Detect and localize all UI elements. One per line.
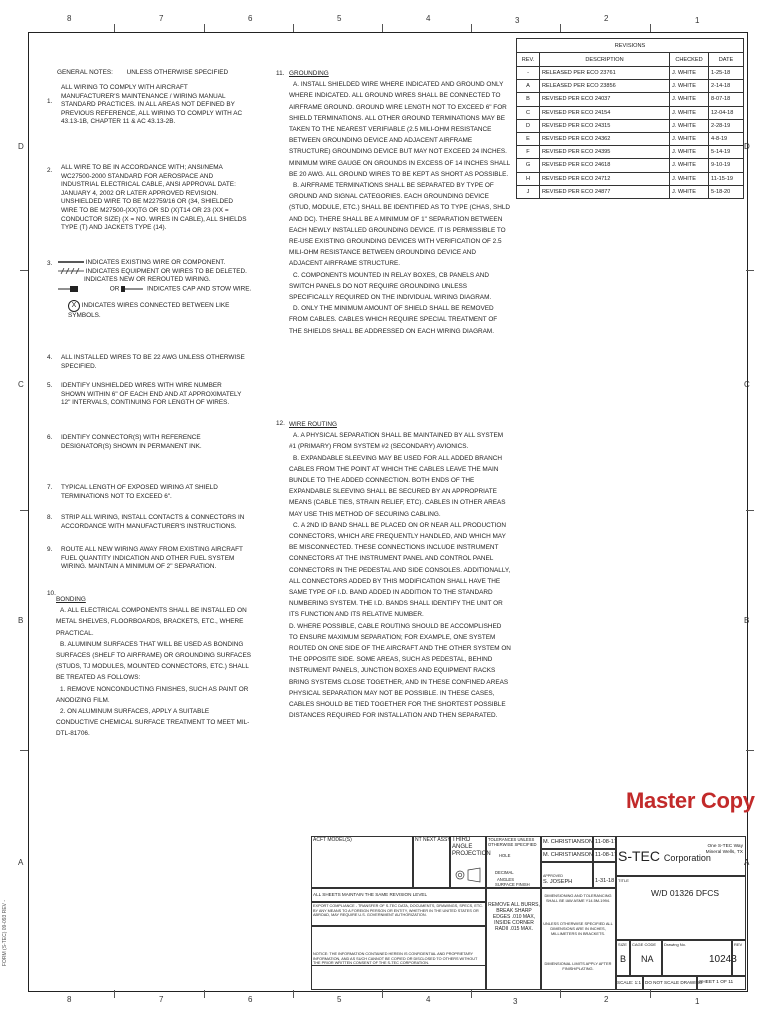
rev-cell-checked: J. WHITE xyxy=(670,159,709,172)
rev-cell-date: 2-28-19 xyxy=(709,119,744,132)
note-8: STRIP ALL WIRING, INSTALL CONTACTS & CONNECTORS IN ACCORDANCE WITH MANUFACTURER'S INSTRUCTIONS. xyxy=(61,514,245,530)
drawing-number: 10243 xyxy=(709,954,737,965)
zone-bottom-5: 5 xyxy=(337,995,342,1004)
zone-bottom-6: 6 xyxy=(248,995,253,1004)
title-block: ACFT MODEL(S) NT NEXT ASSY THIRD ANGLE PROJECTION TOLERANCES UNLESS OTHERWISE SPECIFIED HOLE DECIMAL ANGLES SURFACE FINISH M. CHRISTIANSON 11-08-17 M. CHRISTIANSON 11-08-17 APPROVED S. JOSEPH 1-31-18 S-TEC Corporation One S-TEC Way Mineral Wells, TX ALL SHEETS MAINTAIN THE SAME REVISION LEVEL EXPORT COMPLIANCE - TRANSFER OF S-TEC DATA, DOCUMENTS, DRAWINGS, SPECS, ETC. BY ANY MEANS TO A FOREIGN PERSON OR ENTITY, WHETHER IN THE UNITED STATES OR ABROAD, MAY REQUIRE U.S. GOVERNMENT AUTHORIZATION. NOTICE: THE INFORMATION CONTAINED HEREIN IS CONFIDENTIAL AND PROPRIETARY INFORMATION, AND AS SUCH CANNOT BE COPIED OR DISCLOSED TO OTHERS WITHOUT THE PRIOR WRITTEN CONSENT OF THE S-TEC CORPORATION. REMOVE ALL BURRS, BREAK SHARP EDGES .010 MAX, INSIDE CORNER RADII .015 MAX. DIMENSIONING AND TOLERANCING SHALL BE IAW ASME Y14.5M-1994. UNLESS OTHERWISE SPECIFIED ALL DIMENSIONS ARE IN INCHES, MILLIMETERS IN BRACKETS. DIMENSIONAL LIMITS APPLY AFTER FINISH/PLATING. TITLE W/D 01326 DFCS SIZE B CAGE CODE NA Drawing No. 10243 REV SCALE: 1:1 DO NOT SCALE DRAWING SHEET 1 OF 11 xyxy=(311,836,746,990)
zone-top-1: 1 xyxy=(695,16,700,25)
rev-cell-description: REVISED PER ECO 24877 xyxy=(540,185,670,198)
zone-bottom-7: 7 xyxy=(159,995,164,1004)
revision-row xyxy=(517,93,744,106)
rev-cell-description: REVISED PER ECO 24618 xyxy=(540,159,670,172)
rev-header-rev: REV. xyxy=(517,53,540,67)
rev-cell-date: 11-15-19 xyxy=(709,172,744,185)
zone-top-4: 4 xyxy=(426,14,431,23)
rev-header-description: DESCRIPTION xyxy=(540,53,670,67)
zone-bottom-2: 2 xyxy=(604,995,609,1004)
zone-right-b: B xyxy=(744,616,750,625)
size-value: B xyxy=(620,954,627,964)
note-3: INDICATES EXISTING WIRE OR COMPONENT. INDICATES EQUIPMENT OR WIRES TO BE DELETED. INDICATES NEW OR REROUTED WIRING. OR INDICATES CAP AND STOW WIRE. X INDICATES WIRES CONNECTED BETWEEN LIKE SYMBOLS. xyxy=(58,259,258,321)
rev-cell-date: 8-07-18 xyxy=(709,93,744,106)
rev-cell-description: REVISED PER ECO 24315 xyxy=(540,119,670,132)
rev-cell-date: 4-8-19 xyxy=(709,132,744,145)
rev-cell-checked: J. WHITE xyxy=(670,80,709,93)
revision-row xyxy=(517,119,744,132)
zone-top-6: 6 xyxy=(248,14,253,23)
revision-row xyxy=(517,67,744,80)
sheet-number: SHEET 1 OF 11 xyxy=(699,980,734,985)
company-logo: S-TEC Corporation xyxy=(618,848,711,864)
rev-cell-rev: H xyxy=(517,172,540,185)
rev-cell-rev: F xyxy=(517,146,540,159)
zone-right-d: D xyxy=(744,142,750,151)
rev-cell-rev: A xyxy=(517,80,540,93)
note-11-grounding: GROUNDING A. INSTALL SHIELDED WIRE WHERE INDICATED AND GROUND ONLY WHERE INDICATED. ALL GROUND WIRES SHALL BE CONNECTED TO AIRFRAME GROUND. GROUND WIRE LENGTH NOT TO EXCEED 6" FOR SHIELD TERMINATIONS. ALL OTHER GROUND TERMINATIONS MAY BE TAKEN TO THE NEAREST VERIFIABLE (2.5 MILI-OHM RESISTANCE BETWEEN GROUNDING DEVICE AND ADJACENT AIRFRAME STRUCTURE) GROUNDING DEVICE BUT MAY NOT EXCEED 24 INCHES. MINIMUM WIRE GAUGE ON GROUNDS IN EXCESS OF 14 INCHES SHALL BE 20 AWG. ALL GROUND WIRES TO BE KEPT AS SHORT AS POSSIBLE. B. AIRFRAME TERMINATIONS SHALL BE SEPARATED BY TYPE OF GROUND AND SIGNAL CATEGORIES. EACH GROUNDING DEVICE (STUD, MODULE, ETC.) SHALL BE IDENTIFIED AS TO TYPE (CHAS, SHLD AND DC). THERE SHALL BE A MINIMUM OF 1" SEPARATION BETWEEN EACH NEWLY INSTALLED GROUNDING DEVICE. IT IS PERMISSIBLE TO RE-USE EXISTING GROUNDING DEVICES WITH VERIFICATION OF 2.5 MILI-OHM RESISTANCE BETWEEN GROUNDING DEVICE AND ADJACENT AIRFRAME STRUCTURE. C. COMPONENTS MOUNTED IN RELAY BOXES, CB PANELS AND SWITCH PANELS DO NOT REQUIRE GROUNDING UNLESS SPECIFICALLY REQUIRED ON THE INDIVIDUAL WIRING DIAGRAM. D. ONLY THE MINIMUM AMOUNT OF SHIELD SHALL BE REMOVED FROM CABLES. CABLES WHICH REQUIRE SPECIAL TREATMENT OF THE SHIELDS SHALL BE ADDRESSED ON EACH WIRING DIAGRAM. xyxy=(289,70,510,335)
zone-left-b: B xyxy=(18,616,24,625)
rev-cell-rev: D xyxy=(517,119,540,132)
revision-row xyxy=(517,159,744,172)
revision-row xyxy=(517,172,744,185)
zone-bottom-4: 4 xyxy=(426,995,431,1004)
zone-bottom-8: 8 xyxy=(67,995,72,1004)
rev-cell-rev: - xyxy=(517,67,540,80)
rev-cell-description: REVISED PER ECO 24712 xyxy=(540,172,670,185)
rev-cell-date: 2-14-18 xyxy=(709,80,744,93)
projection-symbol xyxy=(454,866,482,884)
rev-cell-date: 5-18-20 xyxy=(709,185,744,198)
rev-cell-checked: J. WHITE xyxy=(670,172,709,185)
rev-cell-rev: J xyxy=(517,185,540,198)
rev-header-checked: CHECKED xyxy=(670,53,709,67)
rev-cell-rev: B xyxy=(517,93,540,106)
cap-stow-alt-symbol xyxy=(121,285,145,293)
rev-cell-rev: G xyxy=(517,159,540,172)
company-address: One S-TEC Way Mineral Wells, TX xyxy=(705,844,743,855)
rev-cell-checked: J. WHITE xyxy=(670,119,709,132)
rev-cell-date: 12-04-18 xyxy=(709,106,744,119)
zone-bottom-3: 3 xyxy=(513,997,518,1006)
like-symbol-icon: X xyxy=(68,300,80,312)
zone-top-2: 2 xyxy=(604,14,609,23)
note-2: ALL WIRE TO BE IN ACCORDANCE WITH; ANSI/NEMA WC27500-2000 STANDARD FOR AEROSPACE AND INDUSTRIAL ELECTRICAL CABLE, ANSI APPROVAL DATE: JANUARY 4, 2002 OR LATER APPROVED REVISION. UNSHIELDED WIRE TO BE M22759/16 OR (34, SHIELDED WIRE TO BE M27500-(XX)TG OR SD (X)T14 OR 23 (XX = CONDUCTOR SIZE) (X = NO. WIRES IN CABLE), ALL SHIELDS TYPE (T) AND JACKETS TYPE (14). xyxy=(61,164,247,232)
rev-cell-description: REVISED PER ECO 24362 xyxy=(540,132,670,145)
rev-cell-checked: J. WHITE xyxy=(670,146,709,159)
rev-cell-date: 1-25-18 xyxy=(709,67,744,80)
zone-top-5: 5 xyxy=(337,14,342,23)
form-id: FORM (S-TEC) 09-093 REV - xyxy=(2,899,9,967)
note-12-wire-routing: WIRE ROUTING A. A PHYSICAL SEPARATION SHALL BE MAINTAINED BY ALL SYSTEM #1 (PRIMARY) FROM SYSTEM #2 (SECONDARY) AVIONICS. B. EXPANDABLE SLEEVING MAY BE USED FOR ALL ADDED BRANCH CABLES FROM THE POINT AT WHICH THE CABLES LEAVE THE MAIN BUNDLE TO THE ADDED CONNECTION. BOTH ENDS OF THE EXPANDABLE SLEEVING SHALL BE SECURED BY AN APPROPRIATE MEANS (CABLE TIES, STRAIN RELIEF, ETC). CABLES IN OTHER AREAS MAY USE THIS METHOD OF SECURING CABLING. C. A 2ND ID BAND SHALL BE PLACED ON OR NEAR ALL PRODUCTION CONNECTORS, WHICH ARE FREQUENTLY HANDLED, AND WHICH MAY BE MISCONNECTED. THESE CONNECTIONS INCLUDE INSTRUMENT CONNECTORS AT THE INSTRUMENT PANEL AND CONTROL PANEL CONNECTORS IN THE PEDESTAL AND SIDE CONSOLES. ADDITIONALLY, ALL CONNECTORS ADDED BY THIS MODIFICATION SHALL HAVE THE SAME TYPE OF I.D. BAND ADDED IN ADDITION TO THE STANDARD NUMBERING SYSTEM. THE I.D. BANDS SHALL IDENTIFY THE UNIT OR ITS FUNCTION AND ITS RELATIVE NUMBER. D. WHERE POSSIBLE, CABLE ROUTING SHOULD BE ACCOMPLISHED TO ENSURE MAXIMUM SEPARATION; FOR EXAMPLE, ONE SYSTEM ROUTED ON ONE SIDE OF THE AIRCRAFT AND THE OTHER SYSTEM ON THE OPPOSITE SIDE. SOME AREAS, SUCH AS PEDESTAL, BEHIND INSTRUMENT PANELS, JUNCTION BOXES AND EQUIPMENT RACKS BRING SYSTEMS CLOSE TOGETHER, AND IN THESE CONFINED AREAS PHYSICAL SEPARATION MAY NOT BE POSSIBLE. IN THESE CASES, CABLES SHOULD BE TIED TOGETHER FOR THE SHORTEST POSSIBLE DISTANCES REQUIRED FOR INSTALLATION AND THEN SEPARATED. xyxy=(289,421,511,720)
rev-cell-description: REVISED PER ECO 24395 xyxy=(540,146,670,159)
revisions-title: REVISIONS xyxy=(517,39,744,53)
zone-left-a: A xyxy=(18,858,24,867)
note-7: TYPICAL LENGTH OF EXPOSED WIRING AT SHIELD TERMINATIONS NOT TO EXCEED 6". xyxy=(61,484,218,500)
revisions-table xyxy=(516,38,744,199)
note-1: ALL WIRING TO COMPLY WITH AIRCRAFT MANUFACTURER'S MAINTENANCE / WIRING MANUAL STANDARD PRACTICES. IN ALL AREAS NOT DEFINED BY PREVIOUS REFERENCE, ALL WIRING TO COMPLY WITH AC 43.13-1B, CHAPTER 11 & AC 43.13-2B. xyxy=(61,84,243,126)
zone-top-8: 8 xyxy=(67,14,72,23)
zone-right-a: A xyxy=(744,858,750,867)
note-4: ALL INSTALLED WIRES TO BE 22 AWG UNLESS OTHERWISE SPECIFIED. xyxy=(61,354,245,370)
rev-cell-checked: J. WHITE xyxy=(670,67,709,80)
cap-stow-symbol xyxy=(58,285,108,293)
zone-top-7: 7 xyxy=(159,14,164,23)
revision-row xyxy=(517,106,744,119)
rev-header-date: DATE xyxy=(709,53,744,67)
revision-row xyxy=(517,132,744,145)
rev-cell-description: REVISED PER ECO 24037 xyxy=(540,93,670,106)
rev-cell-description: REVISED PER ECO 24154 xyxy=(540,106,670,119)
note-10-bonding: BONDING A. ALL ELECTRICAL COMPONENTS SHALL BE INSTALLED ON METAL SHELVES, FLOORBOARDS, BRACKETS, ETC., WHERE PRACTICAL. B. ALUMINUM SURFACES THAT WILL BE USED AS BONDING SURFACES (SHELF TO AIRFRAME) OR GROUNDING SURFACES (STUDS, TJ MODULES, MOUNTED CONNECTORS, ETC.) SHALL BE TREATED AS FOLLOWS: 1. REMOVE NONCONDUCTING FINISHES, SUCH AS PAINT OR ANODIZING FILM. 2. ON ALUMINUM SURFACES, APPLY A SUITABLE CONDUCTIVE CHEMICAL SURFACE TREATMENT TO MEET MIL-DTL-81706. xyxy=(56,596,252,738)
existing-wire-symbol xyxy=(58,259,84,265)
rev-cell-rev: E xyxy=(517,132,540,145)
rev-cell-checked: J. WHITE xyxy=(670,132,709,145)
rev-cell-checked: J. WHITE xyxy=(670,93,709,106)
note-6: IDENTIFY CONNECTOR(S) WITH REFERENCE DESIGNATOR(S) SHOWN IN PERMANENT INK. xyxy=(61,434,202,450)
rev-cell-description: RELEASED PER ECO 23856 xyxy=(540,80,670,93)
drawing-title: W/D 01326 DFCS xyxy=(651,888,720,898)
rev-cell-checked: J. WHITE xyxy=(670,106,709,119)
cage-value: NA xyxy=(641,954,654,964)
zone-right-c: C xyxy=(744,380,750,389)
rev-cell-date: 9-10-19 xyxy=(709,159,744,172)
note-9: ROUTE ALL NEW WIRING AWAY FROM EXISTING AIRCRAFT FUEL QUANTITY INDICATION AND OTHER FUEL SYSTEM WIRING. MAINTAIN A MINIMUM OF 2" SEPARATION. xyxy=(61,546,243,571)
note-5: IDENTIFY UNSHIELDED WIRES WITH WIRE NUMBER SHOWN WITHIN 6" OF EACH END AND AT APPROXIMATELY 12" INTERVALS, CONTINUING FOR LENGTH OF WIRES. xyxy=(61,382,242,407)
rev-cell-description: RELEASED PER ECO 23761 xyxy=(540,67,670,80)
deleted-wire-symbol xyxy=(58,268,84,274)
zone-left-c: C xyxy=(18,380,24,389)
zone-top-3: 3 xyxy=(515,16,520,25)
zone-left-d: D xyxy=(18,142,24,151)
revision-row xyxy=(517,80,744,93)
rev-cell-checked: J. WHITE xyxy=(670,185,709,198)
revision-row xyxy=(517,185,744,198)
master-copy-stamp: Master Copy xyxy=(626,788,755,813)
general-notes-heading: GENERAL NOTES: UNLESS OTHERWISE SPECIFIED xyxy=(57,69,229,76)
rev-cell-rev: C xyxy=(517,106,540,119)
rev-cell-date: 5-14-19 xyxy=(709,146,744,159)
revision-row xyxy=(517,146,744,159)
zone-bottom-1: 1 xyxy=(695,997,700,1006)
